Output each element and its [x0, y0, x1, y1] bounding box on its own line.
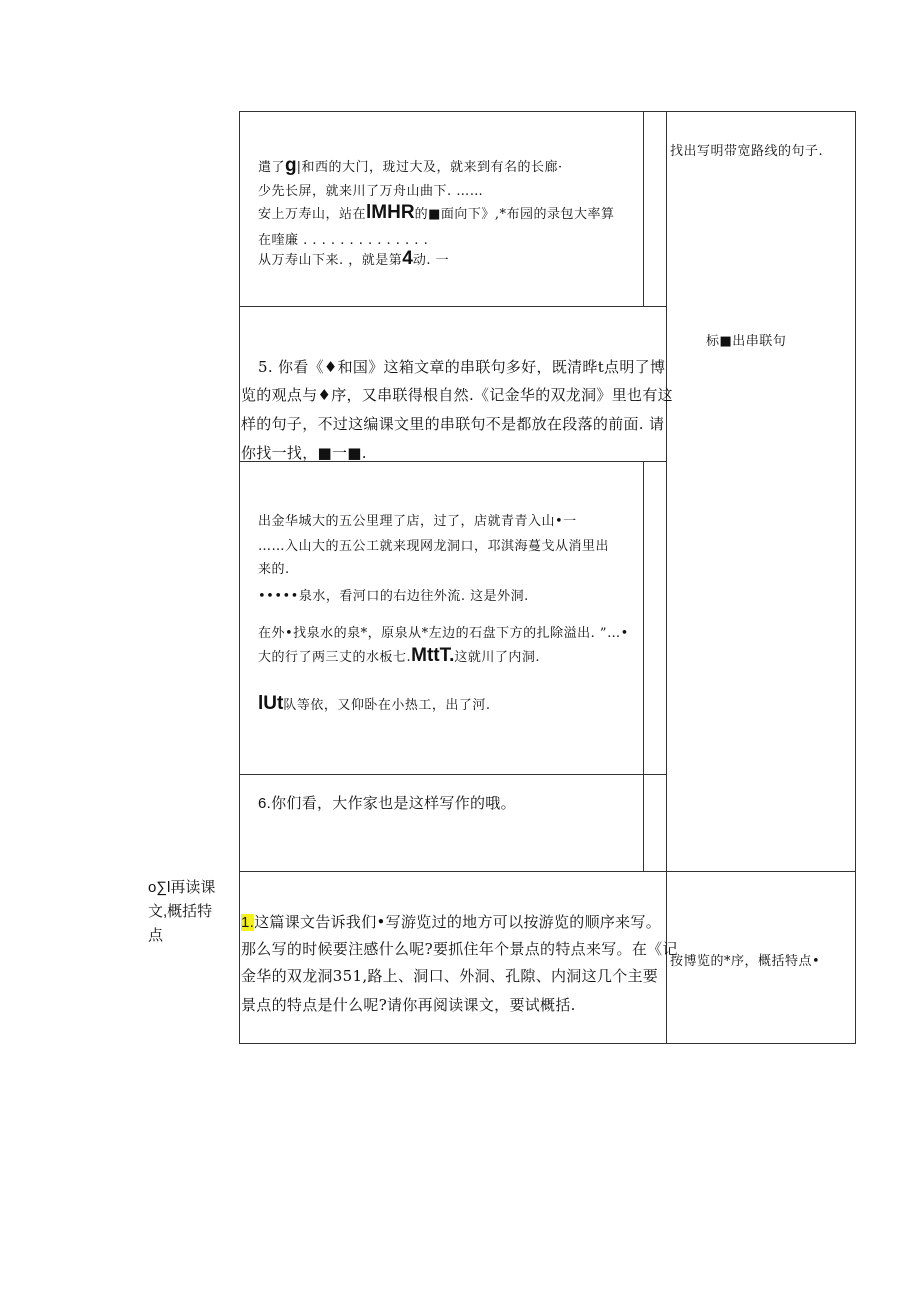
- question-line: [241, 911, 661, 932]
- quote-line: 出金华城大的五公里理了店，过了，店就青青入山•一: [258, 514, 577, 529]
- row-divider: [239, 306, 667, 307]
- quote-line: 来的.: [258, 562, 290, 577]
- question-line: 你找一找，■一■.: [241, 444, 367, 462]
- table-border-bottom: [239, 1043, 856, 1044]
- highlighted-number: 1.: [241, 914, 255, 931]
- quote-text: |和西的大门，珑过大及，就来到有名的长廊·: [296, 160, 563, 175]
- step-label-line: o∑l再读课: [148, 879, 216, 896]
- quote-line: 在外•找泉水的泉*，原泉从*左边的石盘下方的扎除溢出. ”…•: [258, 626, 629, 641]
- question-text: 这篇课文告诉我们•写游览过的地方可以按游览的顺序来写。: [254, 913, 662, 931]
- question-line: 6.你们看，大作家也是这样写作的哦。: [258, 795, 516, 812]
- quote-bold: lUt: [258, 693, 284, 714]
- design-intent-note: 标■出串联句: [706, 334, 787, 349]
- quote-line: ……入山大的五公工就来现网龙洞口，邛淇海蔓戈从消里出: [258, 539, 610, 554]
- quote-text: 大的行了两三丈的水板七.: [258, 650, 412, 665]
- quote-bold: lMHR: [366, 202, 415, 223]
- quote-line: [258, 645, 540, 667]
- column-divider: [643, 461, 644, 871]
- quote-text: 的■面向下》,*布园的录包大率算: [414, 207, 615, 222]
- quote-bold: 4: [402, 248, 413, 269]
- quote-text: 这就川了内洞.: [454, 650, 541, 665]
- question-line: 那么写的时候要注感什么呢?要抓住年个景点的特点来写。在《记: [241, 940, 678, 958]
- quote-line: [258, 693, 490, 715]
- question-line: 5. 你看《♦和国》这箱文章的串联句多好，既清晔t点明了博: [258, 358, 666, 376]
- quote-bold: g: [285, 155, 297, 176]
- quote-text: 队等依，又仰卧在小热工，出了河.: [283, 698, 491, 713]
- quote-bold: MttT.: [411, 645, 455, 666]
- column-divider: [666, 111, 667, 1044]
- quote-line: •••••泉水，看河口的右边往外流. 这是外洞.: [258, 589, 529, 604]
- quote-line: [258, 248, 449, 270]
- step-label-line: 文,概括特: [148, 903, 213, 920]
- quote-text: 从万寿山下来. ，就是第: [258, 253, 403, 268]
- design-intent-note: 按博览的*序，概括特点•: [670, 954, 821, 969]
- quote-text: 动. 一: [412, 253, 450, 268]
- quote-line: 在喹廉 . . . . . . . . . . . . . .: [258, 233, 429, 248]
- step-label-line: 点: [148, 927, 164, 944]
- quote-line: [258, 202, 615, 224]
- row-divider: [239, 871, 856, 872]
- quote-line: 少先长屏，就来川了万舟山曲下. ……: [258, 184, 484, 199]
- question-line: 览的观点与♦序，又串联得根自然.《记金华的双龙洞》里也有这: [241, 386, 673, 404]
- quote-line: [258, 155, 563, 177]
- quote-text: 安上万寿山，站在: [258, 207, 367, 222]
- table-border-left: [239, 111, 240, 1044]
- row-divider: [239, 774, 667, 775]
- design-intent-note: 找出写明带宽路线的句子.: [670, 144, 824, 159]
- table-border-right: [855, 111, 856, 1044]
- quote-text: 遣了: [258, 160, 286, 175]
- column-divider: [643, 111, 644, 306]
- table-border-top: [239, 111, 856, 112]
- question-line: 样的句子，不过这编课文里的串联句不是都放在段落的前面. 请: [241, 415, 665, 433]
- question-line: 金华的双龙洞351,路上、洞口、外洞、孔隙、内洞这几个主要: [241, 967, 659, 985]
- step-label: [148, 876, 215, 948]
- question-line: 景点的特点是什么呢?请你再阅读课文，要试概括.: [241, 996, 576, 1014]
